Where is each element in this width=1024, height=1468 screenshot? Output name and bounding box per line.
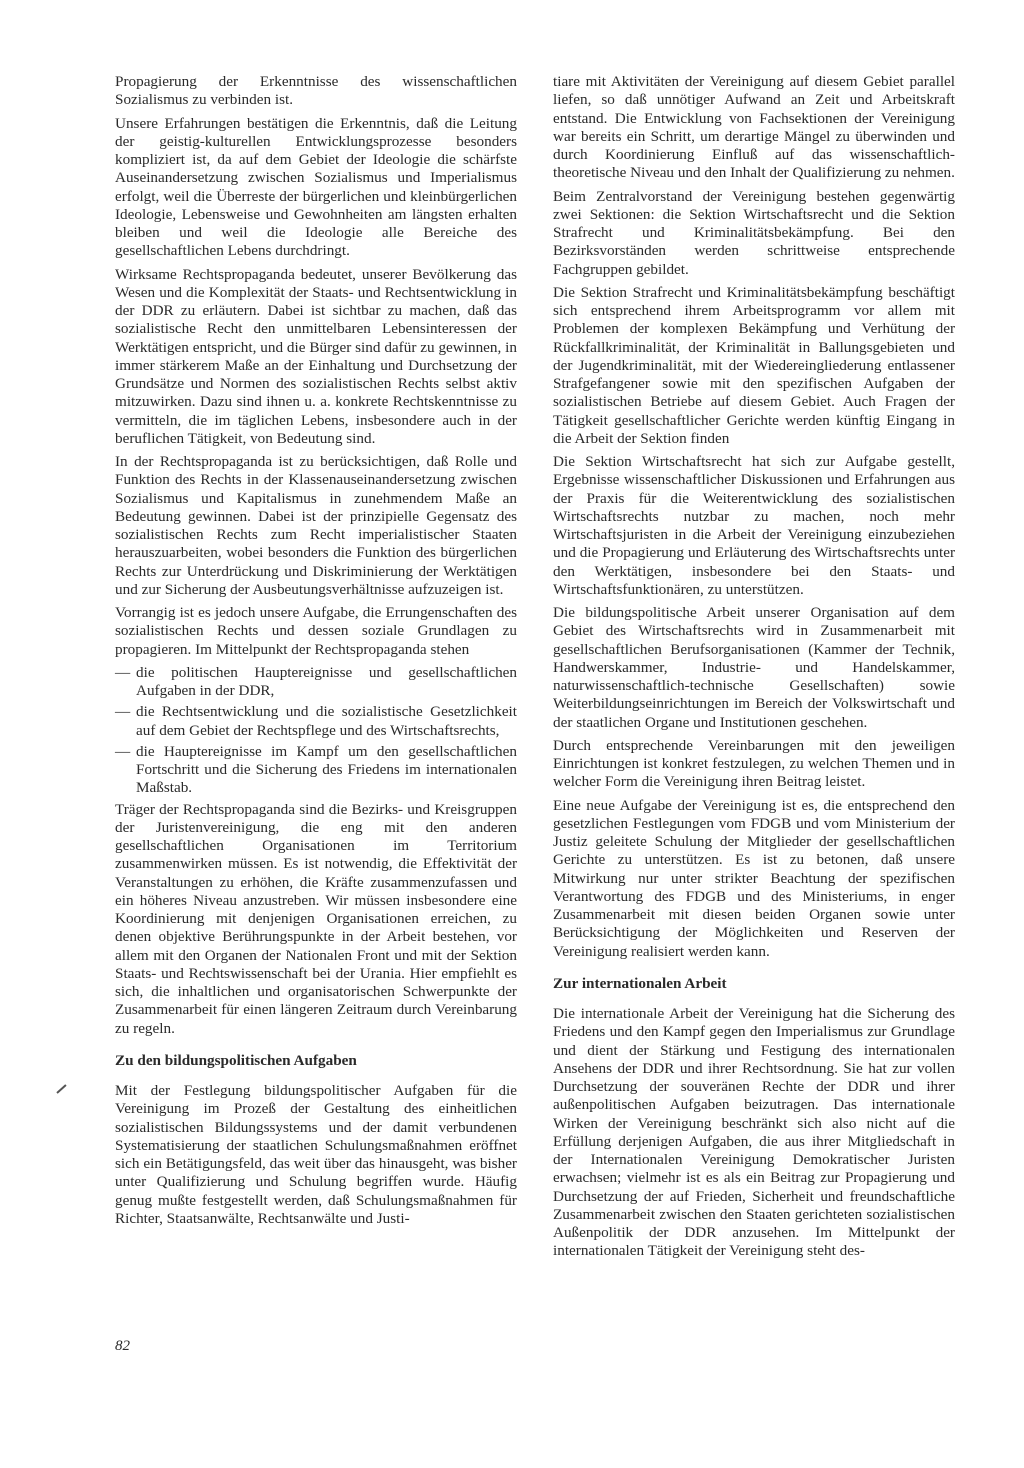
dash-list bbox=[115, 664, 517, 798]
section-heading: Zu den bildungspolitischen Aufgaben bbox=[115, 1051, 357, 1069]
paragraph: tiare mit Aktivitäten der Vereinigung auf diesem Gebiet parallel liefen, so daß unnötiger Aufwand an Zeit und Arbeitskraft entstand. Die Entwicklung von Fachsektionen der Vereinigung war bereits ein Schritt, um derartige Mängel zu überwinden und durch Koordinierung Einfluß auf das wissenschaftlich-theoretische Niveau und den Inhalt der Qualifizierung zu nehmen. bbox=[553, 73, 955, 182]
paragraph: Mit der Festlegung bildungspolitischer Aufgaben für die Vereinigung im Prozeß der Gestaltung des einheitlichen sozialistischen Bildungssystems und der damit verbundenen Systematisierung der staatlichen Schulungsmaßnahmen eröffnet sich ein Betätigungsfeld, das weit über das hinausgeht, was bisher unter Qualifizierung und Schulung begriffen wurde. Häufig genug mußte festgestellt werden, daß Schulungsmaßnahmen für Richter, Staatsanwälte, Rechtsanwälte und Justi- bbox=[115, 1082, 517, 1227]
paragraph: Die Sektion Strafrecht und Kriminalitätsbekämpfung beschäftigt sich entsprechend ihrem Arbeitsprogramm vor allem mit Problemen der komplexen Bekämpfung und Verhütung der Rückfallkriminalität, der Kriminalität in Ballungsgebieten und der Jugendkriminalität, mit der Wiedereingliederung entlassener Strafgefangener sowie mit den spezifischen Aufgaben der sozialistischen Betriebe auf diesem Gebiet. Auch Fragen der Tätigkeit gesellschaftlicher Gerichte werden künftig Eingang in die Arbeit der Sektion finden bbox=[553, 283, 955, 447]
paragraph: Die internationale Arbeit der Vereinigung hat die Sicherung des Friedens und den Kampf gegen den Imperialismus zur Grundlage und dient der Stärkung und Festigung des internationalen Ansehens der DDR und ihrer Rechtsordnung. Sie hat zur vollen Durchsetzung der souveränen Rechte der DDR und ihrer außenpolitischen Aufgaben beizutragen. Das internationale Wirken der Vereinigung beschränkt sich also nicht auf die Erfüllung derjenigen Aufgaben, die aus ihrer Mitgliedschaft in der Internationalen Vereinigung Demokratischer Juristen erwachsen; vielmehr ist es als ein Beitrag zur Propagierung und Durchsetzung der auf Frieden, Sicherheit und freundschaftliche Zusammenarbeit zwischen den Staaten gerichteten sozialistischen Außenpolitik der DDR anzusehen. Im Mittelpunkt der internationalen Tätigkeit der Vereinigung steht des- bbox=[553, 1005, 955, 1260]
left-text-column bbox=[115, 73, 517, 1233]
paragraph: Beim Zentralvorstand der Vereinigung bestehen gegenwärtig zwei Sektionen: die Sektion Wirtschaftsrecht und die Sektion Strafrecht und Kriminalitätsbekämpfung. Bei den Bezirksvorständen werden schrittweise entsprechende Fachgruppen gebildet. bbox=[553, 187, 955, 278]
list-item: — die Hauptereignisse im Kampf um den gesellschaftlichen Fortschritt und die Sicherung des Friedens im internationalen Maßstab. bbox=[115, 743, 517, 798]
paragraph: Die bildungspolitische Arbeit unserer Organisation auf dem Gebiet des Wirtschaftsrechts wird in Zusammenarbeit mit gesellschaftlichen Berufsorganisationen (Kammer der Technik, Handwerskammer, Industrie- und Handelskammer, naturwissenschaftlich-technische Gesellschaften) sowie Weiterbildungseinrichtungen im Bereich der Volkswirtschaft und der staatlichen Organe und Institutionen geschehen. bbox=[553, 604, 955, 731]
paragraph: Durch entsprechende Vereinbarungen mit den jeweiligen Einrichtungen ist konkret festzulegen, zu welchen Themen und in welcher Form die Vereinigung ihren Beitrag leistet. bbox=[553, 736, 955, 791]
paragraph: Die Sektion Wirtschaftsrecht hat sich zur Aufgabe gestellt, Ergebnisse wissenschaftlicher Diskussionen und Erfahrungen aus der Praxis für die Weiterentwicklung des sozialistischen Wirtschaftsrechts nutzbar zu machen, noch mehr Wirtschaftsjuristen in die Arbeit der Vereinigung einzubeziehen und die Propagierung und Erläuterung des Wirtschaftsrechts unter den Werktätigen, insbesondere bei den Staats- und Wirtschaftsfunktionären, zu unterstützen. bbox=[553, 453, 955, 598]
margin-pencil-mark bbox=[56, 1084, 66, 1094]
list-item: — die Rechtsentwicklung und die sozialistische Gesetzlichkeit auf dem Gebiet der Rechtspflege und des Wirtschaftsrechts, bbox=[115, 703, 517, 740]
right-text-column bbox=[553, 73, 955, 1266]
paragraph: Träger der Rechtspropaganda sind die Bezirks- und Kreisgruppen der Juristenvereinigung, die eng mit den anderen gesellschaftlichen Organisationen im Territorium zusammenwirken müssen. Es ist notwendig, die Effektivität der Veranstaltungen zu erhöhen, die Kräfte zusammenzufassen und ein höheres Niveau anzustreben. Wir müssen insbesondere eine Koordinierung mit denjenigen Organisationen erreichen, zu denen objektive Berührungspunkte in der Arbeit bestehen, vor allem mit den Organen der Nationalen Front und mit der Sektion Staats- und Rechtswissenschaft bei der Urania. Hier empfiehlt es sich, die inhaltlichen und organisatorischen Schwerpunkte der Zusammenarbeit für einen längeren Zeitraum durch Vereinbarung zu regeln. bbox=[115, 800, 517, 1037]
paragraph: In der Rechtspropaganda ist zu berücksichtigen, daß Rolle und Funktion des Rechts in der Klassenauseinandersetzung zwischen Sozialismus und Kapitalismus in zunehmendem Maße an Bedeutung gewinnen. Dabei ist der prinzipielle Gegensatz des sozialistischen Rechts zum Recht imperialistischer Staaten herauszuarbeiten, wobei besonders die Funktion des bürgerlichen Rechts zur Unterdrückung und Diskriminierung der Werktätigen und zur Sicherung der Ausbeutungsverhältnisse aufzuzeigen ist. bbox=[115, 453, 517, 598]
page-number: 82 bbox=[115, 1338, 130, 1354]
paragraph: Eine neue Aufgabe der Vereinigung ist es, die entsprechend den gesetzlichen Festlegungen vom FDGB und vom Ministerium der Justiz geleitete Schulung der Mitglieder der gesellschaftlichen Gerichte zu unterstützen. Es ist zu betonen, daß unsere Mitwirkung nur unter strikter Beachtung der spezifischen Verantwortung des FDGB und des Ministeriums, in enger Zusammenarbeit mit diesen beiden Organen sowie unter Berücksichtigung der Möglichkeiten und Reserven der Vereinigung realisiert werden kann. bbox=[553, 796, 955, 960]
paragraph: Propagierung der Erkenntnisse des wissenschaftlichen Sozialismus zu verbinden ist. bbox=[115, 73, 517, 109]
list-item: — die politischen Hauptereignisse und gesellschaftlichen Aufgaben in der DDR, bbox=[115, 664, 517, 701]
paragraph: Unsere Erfahrungen bestätigen die Erkenntnis, daß die Leitung der geistig-kulturellen Entwicklungsprozesse besonders kompliziert ist, da auf dem Gebiet der Ideologie die schärfste Auseinandersetzung zwischen Sozialismus und Imperialismus erfolgt, weil die Überreste der bürgerlichen und kleinbürgerlichen Ideologie, Lebensweise und Gewohnheiten am längsten erhalten bleiben und weil die Ideologie alle Bereiche des gesellschaftlichen Lebens durchdringt. bbox=[115, 114, 517, 260]
section-heading: Zur internationalen Arbeit bbox=[553, 974, 727, 992]
paragraph: Vorrangig ist es jedoch unsere Aufgabe, die Errungenschaften des sozialistischen Rechts und dessen soziale Grundlagen zu propagieren. Im Mittelpunkt der Rechtspropaganda stehen bbox=[115, 604, 517, 658]
paragraph: Wirksame Rechtspropaganda bedeutet, unserer Bevölkerung das Wesen und die Komplexität der Staats- und Rechtsentwicklung in der DDR zu erläutern. Dabei ist sichtbar zu machen, daß das sozialistische Recht den unmittelbaren Lebensinteressen der Werktätigen entspricht, und die Bürger sind dafür zu gewinnen, in immer stärkerem Maße an der Einhaltung und Durchsetzung der Grundsätze und Normen des sozialistischen Rechts selbst aktiv mitzuwirken. Dazu sind ihnen u. a. konkrete Rechtskenntnisse zu vermitteln, die im täglichen Lebens, insbesondere auch in der beruflichen Tätigkeit, von Bedeutung sind. bbox=[115, 265, 517, 447]
